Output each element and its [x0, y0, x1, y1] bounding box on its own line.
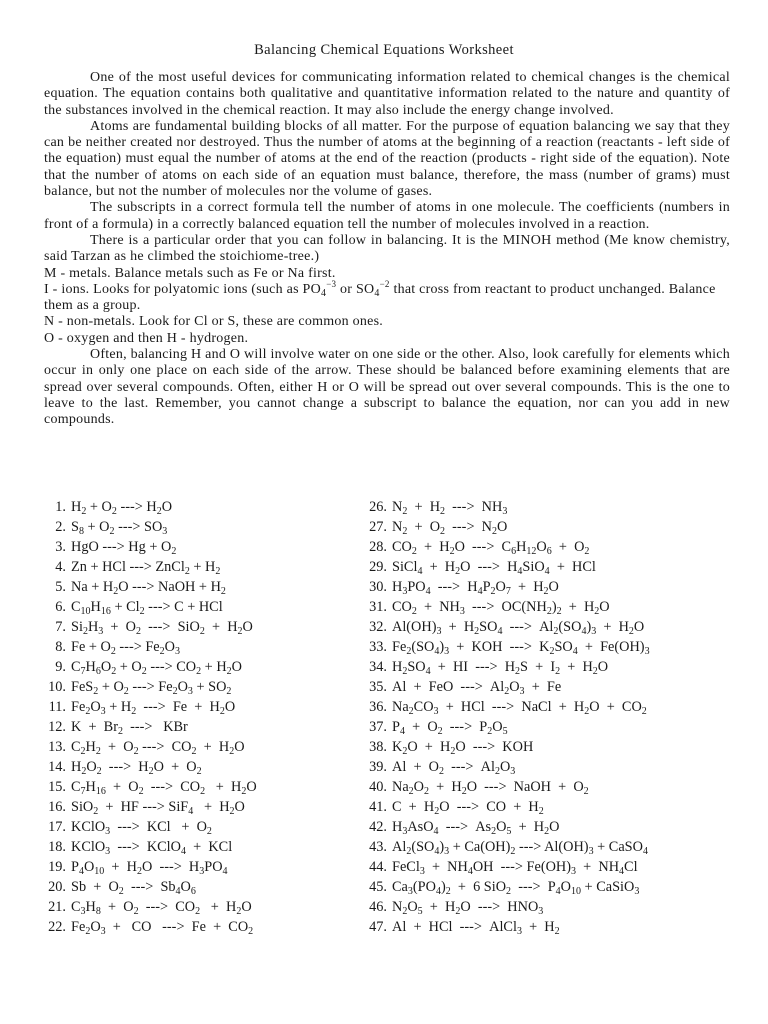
equation-number: 9. — [55, 659, 66, 675]
equation-item — [44, 617, 257, 637]
equation-number: 5. — [55, 579, 66, 595]
minoh-nonmetals: N - non-metals. Look for Cl or S, these are common ones. — [44, 314, 384, 330]
equation-item — [358, 917, 650, 937]
polyatomic-ion-phosphate: $PO_4^{-3}$ — [302, 278, 337, 299]
equation-number: 41. — [369, 799, 387, 815]
equation-number: 42. — [369, 819, 387, 835]
equation-formula: $C + H_2O$ ---> CO + $H_2$ — [392, 799, 544, 817]
equation-number: 40. — [369, 779, 387, 795]
equation-number: 12. — [48, 719, 66, 735]
equation-number: 28. — [369, 539, 387, 555]
page-title: Balancing Chemical Equations Worksheet — [254, 42, 514, 58]
equation-formula: $S_8 + O_2$ ---> $SO_3$ — [71, 519, 168, 537]
equation-number: 27. — [369, 519, 387, 535]
equation-formula: Al + FeO ---> $Al_2O_3 + Fe$ — [392, 679, 562, 697]
equation-formula: $C_3H_8 + O_2$ ---> $CO_2 + H_2O$ — [71, 899, 252, 917]
equation-number: 13. — [48, 739, 66, 755]
equation-item — [44, 777, 257, 797]
equation-number: 8. — [55, 639, 66, 655]
equation-number: 2. — [55, 519, 66, 535]
minoh-metals: M - metals. Balance metals such as Fe or Na first. — [44, 265, 336, 281]
equation-item — [44, 717, 257, 737]
equation-formula: $Al(OH)_3 + H_2SO_4$ ---> $Al_2(SO_4)_3 + H_2O$ — [392, 619, 645, 637]
equation-formula: $N_2 + O_2$ ---> $N_2O$ — [392, 519, 508, 537]
equation-number: 20. — [48, 879, 66, 895]
equation-number: 35. — [369, 679, 387, 695]
equation-formula: $N_2O_5 + H_2O$ ---> $HNO_3$ — [392, 899, 544, 917]
equation-item — [44, 557, 257, 577]
equation-number: 1. — [55, 499, 66, 515]
equation-item — [44, 757, 257, 777]
paragraph-balancing-tips: Often, balancing H and O will involve water on one side or the other. Also, look carefully for elements which occur in only one place on each side of the arrow. These should be balanced before examining elements that are spread over several compounds. Often, either H or O will be spread out over several compounds. This is the one to leave to the last. Remember, you cannot change a subscript to balance the equation, nor can you add in new compounds. — [44, 347, 730, 428]
equation-formula: $H_3PO_4$ ---> $H_4P_2O_7 + H_2O$ — [392, 579, 559, 597]
equation-number: 37. — [369, 719, 387, 735]
equation-item — [44, 797, 257, 817]
equation-item — [44, 877, 257, 897]
equation-number: 22. — [48, 919, 66, 935]
equation-number: 19. — [48, 859, 66, 875]
paragraph-atoms: Atoms are fundamental building blocks of all matter. For the purpose of equation balancing we say that they can be neither created nor destroyed. Thus the number of atoms at the beginning of a reaction (reactants - left side of the equation) must equal the number of atoms at the end of the reaction (products - right side of the equation). Note that the number of atoms on each side of an equation must balance, therefore, the mass (number of grams) must balance, but not the number of molecules nor the volume of gases. — [44, 118, 730, 200]
equation-number: 4. — [55, 559, 66, 575]
equation-item — [44, 537, 257, 557]
equation-formula: $H_2 + O_2$ ---> $H_2O$ — [71, 499, 173, 517]
equation-item — [358, 617, 650, 637]
equation-formula: FeCl$_3$ + $NH_4OH$ ---> $Fe(OH)_3 + NH_4Cl$ — [392, 859, 638, 877]
minoh-oxygen-hydrogen: O - oxygen and then H - hydrogen. — [44, 330, 249, 346]
equation-item — [358, 677, 650, 697]
equation-item — [44, 677, 257, 697]
equation-item — [358, 837, 650, 857]
equation-list-right — [358, 497, 650, 937]
equation-number: 29. — [369, 559, 387, 575]
equation-number: 39. — [369, 759, 387, 775]
equation-formula: $Si_2H_3 + O_2$ ---> $SiO_2 + H_2O$ — [71, 619, 253, 637]
equation-number: 47. — [369, 919, 387, 935]
equation-item — [44, 917, 257, 937]
equation-item — [44, 897, 257, 917]
instructions — [44, 70, 730, 429]
equation-list-left — [44, 497, 257, 937]
equation-item — [44, 697, 257, 717]
equation-number: 32. — [369, 619, 387, 635]
equation-number: 26. — [369, 499, 387, 515]
equation-item — [44, 597, 257, 617]
equation-formula: $C_7H_6O_2 + O_2$ ---> $CO_2 + H_2O$ — [71, 659, 242, 677]
equation-item — [44, 577, 257, 597]
paragraph-subscripts: The subscripts in a correct formula tell the number of atoms in one molecule. The coefficients (numbers in front of a formula) in a correctly balanced equation tell the number of molecules involved in a reaction. — [44, 200, 730, 232]
equation-item — [358, 757, 650, 777]
equation-item — [358, 517, 650, 537]
equation-item — [358, 697, 650, 717]
equation-number: 21. — [48, 899, 66, 915]
equation-formula: $H_3AsO_4$ ---> $As_2O_5 + H_2O$ — [392, 819, 560, 837]
equation-formula: $Ca_3(PO_4)_2 + 6$ SiO$_2$ ---> $P_4O_{10}$ + CaSiO$_3$ — [392, 879, 640, 897]
equation-formula: $Fe_2O_3$ + CO ---> $Fe + CO_2$ — [71, 919, 254, 937]
equation-item — [358, 877, 650, 897]
equation-item — [44, 837, 257, 857]
equation-number: 16. — [48, 799, 66, 815]
equation-number: 34. — [369, 659, 387, 675]
equation-formula: SiCl$_4$ + $H_2O$ ---> $H_4SiO_4$ + HCl — [392, 559, 596, 577]
equation-number: 45. — [369, 879, 387, 895]
equation-formula: $Sb + O_2$ ---> $Sb_4O_6$ — [71, 879, 196, 897]
equation-item — [358, 497, 650, 517]
equation-number: 31. — [369, 599, 387, 615]
equation-item — [358, 897, 650, 917]
equation-item — [44, 737, 257, 757]
equation-number: 36. — [369, 699, 387, 715]
equation-formula: $H_2SO_4$ + HI ---> $H_2S + I_2 + H_2O$ — [392, 659, 609, 677]
equation-formula: $C_2H_2 + O_2$ ---> $CO_2 + H_2O$ — [71, 739, 245, 757]
equation-number: 43. — [369, 839, 387, 855]
equation-number: 3. — [55, 539, 66, 555]
equation-item — [44, 857, 257, 877]
equation-formula: $C_7H_{16} + O_2$ ---> $CO_2 + H_2O$ — [71, 779, 257, 797]
equation-number: 30. — [369, 579, 387, 595]
equation-formula: $CO_2 + H_2O$ ---> $C_6H_{12}O_6 + O_2$ — [392, 539, 590, 557]
equation-number: 46. — [369, 899, 387, 915]
equation-number: 38. — [369, 739, 387, 755]
equation-number: 11. — [48, 699, 66, 715]
minoh-ions: I - ions. Looks for polyatomic ions (such as $PO_4^{-3}$ or $SO_4^{-2}$ that cross from reactant to product unchanged. Balance them as a group. — [44, 278, 716, 314]
equation-item — [358, 637, 650, 657]
equation-item — [358, 817, 650, 837]
equation-formula: Zn + HCl ---> ZnCl$_2$ + $H_2$ — [71, 559, 221, 577]
equation-formula: $FeS_2 + O_2$ ---> $Fe_2O_3 + SO_2$ — [71, 679, 232, 697]
equation-item — [358, 597, 650, 617]
equation-formula: $Na + H_2O$ ---> NaOH + $H_2$ — [71, 579, 226, 597]
equation-formula: KClO$_3$ ---> KCl + $O_2$ — [71, 819, 212, 837]
equation-formula: $C_{10}H_{16} + Cl_2$ ---> C + HCl — [71, 599, 223, 617]
equation-item — [358, 857, 650, 877]
paragraph-minoh: There is a particular order that you can follow in balancing. It is the MINOH method (Me know chemistry, said Tarzan as he climbed the stoichiome-tree.) — [44, 232, 730, 265]
equation-number: 15. — [48, 779, 66, 795]
equation-number: 18. — [48, 839, 66, 855]
equation-item — [358, 537, 650, 557]
equation-item — [44, 657, 257, 677]
equation-item — [358, 557, 650, 577]
equation-formula: $Al + O_2$ ---> $Al_2O_3$ — [392, 759, 516, 777]
equation-number: 6. — [55, 599, 66, 615]
equation-number: 33. — [369, 639, 387, 655]
equation-formula: Al + HCl ---> AlCl$_3$ + $H_2$ — [392, 919, 560, 937]
equation-number: 7. — [55, 619, 66, 635]
equation-item — [358, 777, 650, 797]
equation-formula: $CO_2 + NH_3$ ---> $OC(NH_2)_2 + H_2O$ — [392, 599, 610, 617]
equation-formula: $H_2O_2$ ---> $H_2O + O_2$ — [71, 759, 202, 777]
equation-item — [358, 797, 650, 817]
equation-formula: $P_4 + O_2$ ---> $P_2O_5$ — [392, 719, 508, 737]
equation-formula: $N_2 + H_2$ ---> $NH_3$ — [392, 499, 508, 517]
equation-item — [358, 577, 650, 597]
equation-formula: $Al_2(SO_4)_3 + Ca(OH)_2$ ---> $Al(OH)_3$ + CaSO$_4$ — [392, 839, 648, 857]
equation-formula: SiO$_2$ + HF ---> $SiF_4 + H_2O$ — [71, 799, 245, 817]
equation-item — [44, 497, 257, 517]
equation-formula: KClO$_3$ ---> KClO$_4$ + KCl — [71, 839, 233, 857]
equation-item — [44, 637, 257, 657]
equation-formula: $P_4O_{10} + H_2O$ ---> $H_3PO_4$ — [71, 859, 228, 877]
equation-number: 10. — [48, 679, 66, 695]
equation-number: 17. — [48, 819, 66, 835]
equation-number: 44. — [369, 859, 387, 875]
equation-formula: $K_2O + H_2O$ ---> KOH — [392, 739, 534, 757]
equation-item — [358, 737, 650, 757]
equation-formula: $Na_2O_2 + H_2O$ ---> NaOH + $O_2$ — [392, 779, 589, 797]
equation-formula: $Fe_2O_3 + H_2$ ---> $Fe + H_2O$ — [71, 699, 236, 717]
equation-formula: HgO ---> $Hg + O_2$ — [71, 539, 177, 557]
equation-formula: $K + Br_2$ ---> KBr — [71, 719, 188, 737]
equation-formula: $Na_2CO_3$ + HCl ---> NaCl + $H_2O + CO_2$ — [392, 699, 647, 717]
equation-item — [358, 657, 650, 677]
equation-formula: $Fe_2(SO_4)_3$ + KOH ---> $K_2SO_4 + Fe(OH)_3$ — [392, 639, 650, 657]
equation-item — [358, 717, 650, 737]
equation-item — [44, 817, 257, 837]
equation-formula: $Fe + O_2$ ---> $Fe_2O_3$ — [71, 639, 180, 657]
equation-number: 14. — [48, 759, 66, 775]
equation-item — [44, 517, 257, 537]
polyatomic-ion-sulfate: $SO_4^{-2}$ — [355, 278, 390, 299]
paragraph-chemical-equation: One of the most useful devices for communicating information related to chemical changes is the chemical equation. The equation contains both qualitative and quantitative information related to the nature and quantity of the substances involved in the chemical reaction. It may also include the energy change involved. — [44, 70, 730, 118]
